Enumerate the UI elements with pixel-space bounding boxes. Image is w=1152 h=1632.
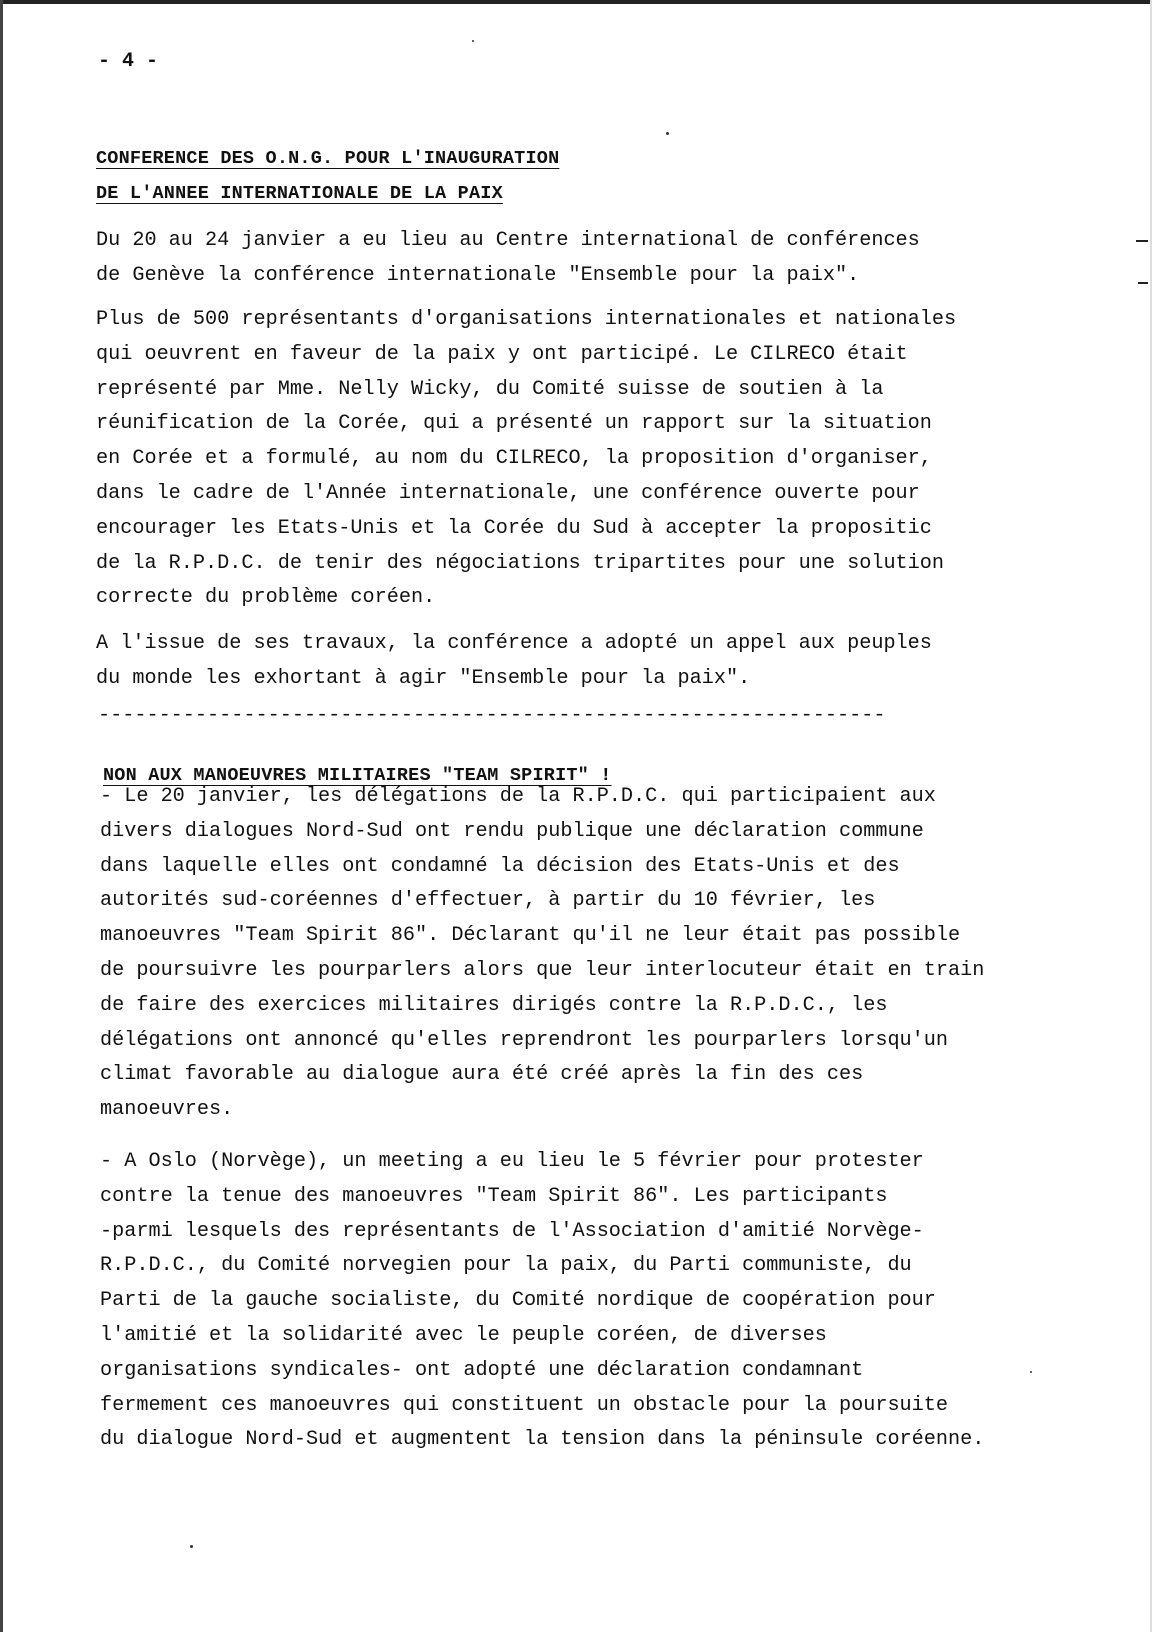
text-line: A l'issue de ses travaux, la conférence a adopté un appel aux peuples xyxy=(96,632,932,655)
section1-title-line-2: DE L'ANNEE INTERNATIONALE DE LA PAIX xyxy=(96,183,503,204)
text-line: climat favorable au dialogue aura été créé après la fin des ces xyxy=(100,1063,864,1087)
text-line: dans le cadre de l'Année internationale, une conférence ouverte pour xyxy=(96,481,920,505)
text-line: l'amitié et la solidarité avec le peuple coréen, de diverses xyxy=(100,1323,827,1347)
section1-paragraph-3 xyxy=(96,627,932,697)
section-separator: ----------------------------------------------------------------- xyxy=(98,704,886,727)
text-line: -parmi lesquels des représentants de l'Association d'amitié Norvège- xyxy=(100,1219,924,1243)
margin-mark xyxy=(1138,282,1148,284)
page-number: - 4 - xyxy=(98,50,159,73)
text-line: de Genève la conférence internationale "Ensemble pour la paix". xyxy=(96,263,860,287)
text-line: fermement ces manoeuvres qui constituent un obstacle pour la poursuite xyxy=(100,1393,949,1417)
text-line: représenté par Mme. Nelly Wicky, du Comité suisse de soutien à la xyxy=(96,377,884,401)
scan-speck xyxy=(1030,1371,1032,1373)
text-line: autorités sud-coréennes d'effectuer, à partir du 10 février, les xyxy=(100,889,876,913)
text-line: manoeuvres "Team Spirit 86". Déclarant qu'il ne leur était pas possible xyxy=(100,924,961,948)
scan-speck xyxy=(472,40,474,42)
text-line: - A Oslo (Norvège), un meeting a eu lieu le 5 février pour protester xyxy=(100,1150,924,1173)
section1-title-line-1: CONFERENCE DES O.N.G. POUR L'INAUGURATION xyxy=(96,148,560,169)
text-line: du dialogue Nord-Sud et augmentent la tension dans la péninsule coréenne. xyxy=(100,1428,985,1452)
scan-speck xyxy=(666,132,669,135)
text-line: correcte du problème coréen. xyxy=(96,586,436,610)
text-line: qui oeuvrent en faveur de la paix y ont participé. Le CILRECO était xyxy=(96,342,908,366)
margin-mark xyxy=(1136,240,1148,242)
text-line: de faire des exercices militaires dirigés contre la R.P.D.C., les xyxy=(100,993,888,1017)
section1-paragraph-2 xyxy=(96,303,956,616)
scan-speck xyxy=(190,1545,193,1548)
section1-paragraph-1 xyxy=(96,224,920,294)
page-top-edge xyxy=(0,0,1152,4)
text-line: divers dialogues Nord-Sud ont rendu publique une déclaration commune xyxy=(100,819,924,843)
text-line: contre la tenue des manoeuvres "Team Spirit 86". Les participants xyxy=(100,1184,888,1208)
section2-paragraph-2 xyxy=(100,1145,984,1458)
text-line: organisations syndicales- ont adopté une déclaration condamnant xyxy=(100,1358,864,1382)
section2-paragraph-1 xyxy=(100,780,984,1128)
text-line: du monde les exhortant à agir "Ensemble pour la paix". xyxy=(96,666,751,690)
text-line: encourager les Etats-Unis et la Corée du Sud à accepter la propositic xyxy=(96,516,932,540)
text-line: Plus de 500 représentants d'organisations internationales et nationales xyxy=(96,308,957,331)
text-line: de poursuivre les pourparlers alors que leur interlocuteur était en train xyxy=(100,958,985,982)
text-line: Du 20 au 24 janvier a eu lieu au Centre international de conférences xyxy=(96,229,920,252)
text-line: R.P.D.C., du Comité norvegien pour la paix, du Parti communiste, du xyxy=(100,1254,912,1278)
text-line: délégations ont annoncé qu'elles reprendront les pourparlers lorsqu'un xyxy=(100,1028,949,1052)
text-line: en Corée et a formulé, au nom du CILRECO, la proposition d'organiser, xyxy=(96,447,932,471)
text-line: manoeuvres. xyxy=(100,1098,234,1122)
section2-title: NON AUX MANOEUVRES MILITAIRES "TEAM SPIRIT" ! xyxy=(103,765,612,786)
text-line: dans laquelle elles ont condamné la décision des Etats-Unis et des xyxy=(100,854,900,878)
text-line: - Le 20 janvier, les délégations de la R.P.D.C. qui participaient aux xyxy=(100,785,936,808)
text-line: Parti de la gauche socialiste, du Comité nordique de coopération pour xyxy=(100,1289,936,1313)
page-left-edge xyxy=(0,0,3,1632)
text-line: réunification de la Corée, qui a présenté un rapport sur la situation xyxy=(96,412,932,436)
text-line: de la R.P.D.C. de tenir des négociations tripartites pour une solution xyxy=(96,551,945,575)
